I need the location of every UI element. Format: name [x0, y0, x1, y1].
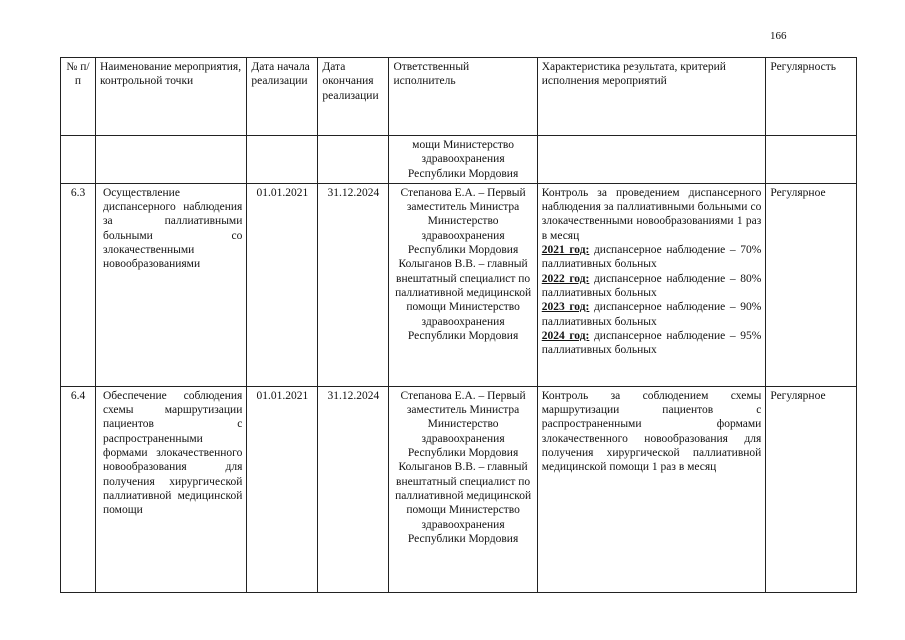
cont-start: [247, 136, 318, 184]
header-name: Наименование мероприятия, контрольной точки: [96, 58, 247, 136]
cont-end: [318, 136, 389, 184]
row-result: Контроль за соблюдением схемы маршрутизации пациентов с распространенными формами злокачественного новообразования для получения хирургической паллиативной медицинской помощи 1 раз в месяц: [537, 386, 766, 592]
measures-table: [60, 57, 857, 593]
row-name: Осуществление диспансерного наблюдения за паллиативными больными со злокачественными новообразованиями: [96, 183, 247, 386]
header-result: Характеристика результата, критерий исполнения мероприятий: [537, 58, 766, 136]
continuation-row: [61, 136, 857, 184]
result-year: 2023 год:: [541, 301, 590, 314]
result-year: 2021 год:: [541, 244, 590, 257]
result-intro: Контроль за проведением диспансерного наблюдения за паллиативными больными со злокачественными новообразованиями 1 раз в месяц: [541, 186, 762, 242]
row-end-date: 31.12.2024: [318, 183, 389, 386]
table-header-row: [61, 58, 857, 136]
cont-responsible: мощи Министерство здравоохранения Республики Мордовия: [389, 136, 537, 184]
page-number: 166: [770, 30, 787, 42]
row-regularity: Регулярное: [766, 386, 857, 592]
row-regularity: Регулярное: [766, 183, 857, 386]
row-responsible: Степанова Е.А. – Первый заместитель Министра Министерство здравоохранения Республики Мордовия Колыганов В.В. – главный внештатный специалист по паллиативной медицинской помощи Министерство здравоохранения Республики Мордовия: [389, 386, 537, 592]
table-row: [61, 386, 857, 592]
cont-regularity: [766, 136, 857, 184]
result-year-text: диспансерное наблюдение – 90% паллиативных больных: [541, 301, 762, 328]
row-responsible: Степанова Е.А. – Первый заместитель Министра Министерство здравоохранения Республики Мордовия Колыганов В.В. – главный внештатный специалист по паллиативной медицинской помощи Министерство здравоохранения Республики Мордовия: [389, 183, 537, 386]
row-result: [537, 183, 766, 386]
result-year: 2024 год:: [541, 329, 590, 342]
cont-num: [61, 136, 96, 184]
result-year-text: диспансерное наблюдение – 80% паллиативных больных: [541, 272, 762, 299]
result-year-text: диспансерное наблюдение – 70% паллиативных больных: [541, 244, 762, 271]
cont-result: [537, 136, 766, 184]
row-num: 6.4: [61, 386, 96, 592]
header-regularity: Регулярность: [766, 58, 857, 136]
header-end: Дата окончания реализации: [318, 58, 389, 136]
result-year: 2022 год:: [541, 272, 590, 285]
row-start-date: 01.01.2021: [247, 386, 318, 592]
row-num: 6.3: [61, 183, 96, 386]
header-responsible: Ответственный исполнитель: [389, 58, 537, 136]
header-start: Дата начала реализации: [247, 58, 318, 136]
table-row: [61, 183, 857, 386]
row-end-date: 31.12.2024: [318, 386, 389, 592]
row-start-date: 01.01.2021: [247, 183, 318, 386]
result-year-text: диспансерное наблюдение – 95% паллиативных больных: [541, 329, 762, 357]
row-name: Обеспечение соблюдения схемы маршрутизации пациентов с распространенными формами злокачественного новообразования для получения хирургической паллиативной медицинской помощи: [96, 386, 247, 592]
header-num: № п/п: [61, 58, 96, 136]
cont-name: [96, 136, 247, 184]
